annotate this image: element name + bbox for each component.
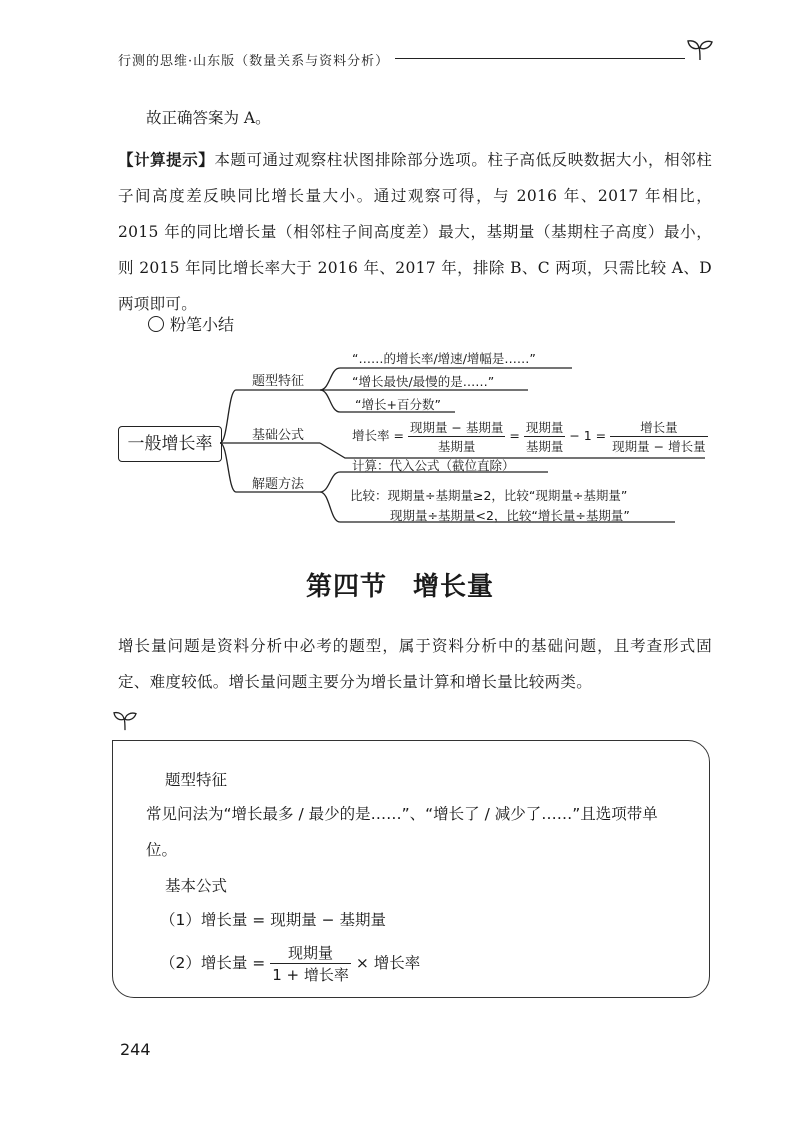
sprout-icon-2 (112, 710, 138, 732)
method-calc: 计算：代入公式（截位直除） (352, 458, 515, 473)
section-number: 第四节 (305, 572, 387, 602)
info-type-text: 常见问法为“增长最多 / 最少的是……”、“增长了 / 减少了……”且选项带单位。 (146, 805, 658, 859)
fraction-1-num: 现期量 − 基期量 (409, 420, 504, 435)
formula-2-prefix: （2）增长量 = (160, 954, 266, 972)
info-formula-1: （1）增长量 = 现期量 − 基期量 (160, 911, 387, 929)
fraction-1-den: 基期量 (437, 439, 476, 454)
type-feature-item-2: “增长最快/最慢的是……” (352, 374, 495, 389)
basic-formula (352, 418, 708, 455)
fraction-1 (408, 418, 505, 455)
branch-basic-formula: 基础公式 (252, 428, 305, 443)
sprout-icon (686, 38, 714, 62)
calc-tip-paragraph (118, 142, 712, 322)
summary-title (148, 312, 234, 335)
info-formula-2 (160, 942, 420, 985)
info-formula-heading: 基本公式 (165, 877, 228, 895)
type-feature-item-3: “增长+百分数” (355, 397, 441, 412)
formula-2-fraction (270, 942, 351, 985)
intro-paragraph: 增长量问题是资料分析中必考的题型，属于资料分析中的基础问题，且考查形式固定、难度较低。增长量问题主要分为增长量计算和增长量比较两类。 (118, 637, 712, 691)
formula-prefix: 增长率 = (352, 428, 404, 443)
fraction-2-num: 现期量 (525, 420, 564, 435)
calc-tip-tag: 【计算提示】 (118, 151, 215, 169)
fraction-3-den: 现期量 − 增长量 (612, 439, 706, 454)
method-compare-1: 比较：现期量÷基期量≥2，比较“现期量÷基期量” (350, 488, 628, 503)
answer-line: 故正确答案为 A。 (146, 109, 271, 127)
mind-map-root: 一般增长率 (118, 426, 222, 462)
formula-2-num: 现期量 (270, 942, 351, 964)
chalk-icon (148, 316, 164, 332)
fraction-2-den: 基期量 (525, 439, 564, 454)
header-rule (395, 58, 685, 59)
formula-minus-one: − 1 = (569, 428, 607, 443)
method-compare-2: 现期量÷基期量<2，比较“增长量÷基期量” (390, 508, 630, 523)
formula-2-den: 1 + 增长率 (272, 966, 349, 984)
summary-title-text: 粉笔小结 (170, 315, 235, 334)
section-title (0, 566, 800, 603)
type-feature-item-1: “……的增长率/增速/增幅是……” (352, 351, 536, 366)
section-name: 增长量 (413, 572, 495, 602)
fraction-2 (524, 418, 566, 455)
formula-eq: = (509, 428, 520, 443)
fraction-3 (610, 418, 707, 455)
running-header-title: 行测的思维·山东版（数量关系与资料分析） (118, 54, 390, 69)
info-type-heading: 题型特征 (165, 771, 228, 789)
branch-method: 解题方法 (252, 477, 305, 492)
formula-2-suffix: × 增长率 (355, 954, 421, 972)
branch-type-features: 题型特征 (252, 374, 305, 389)
page-number: 244 (120, 1040, 151, 1059)
calc-tip-text: 本题可通过观察柱状图排除部分选项。柱子高低反映数据大小，相邻柱子间高度差反映同比增长量大小。通过观察可得，与 2016 年、2017 年相比，2015 年的同比增长量（相邻柱子间高度差）最大，基期量（基期柱子高度）最小，则 2015 年同比增长率大于 2016 年、2017 年，排除 B、C 两项，只需比较 A、D 两项即可。 (118, 151, 712, 313)
fraction-3-num: 增长量 (610, 418, 707, 437)
